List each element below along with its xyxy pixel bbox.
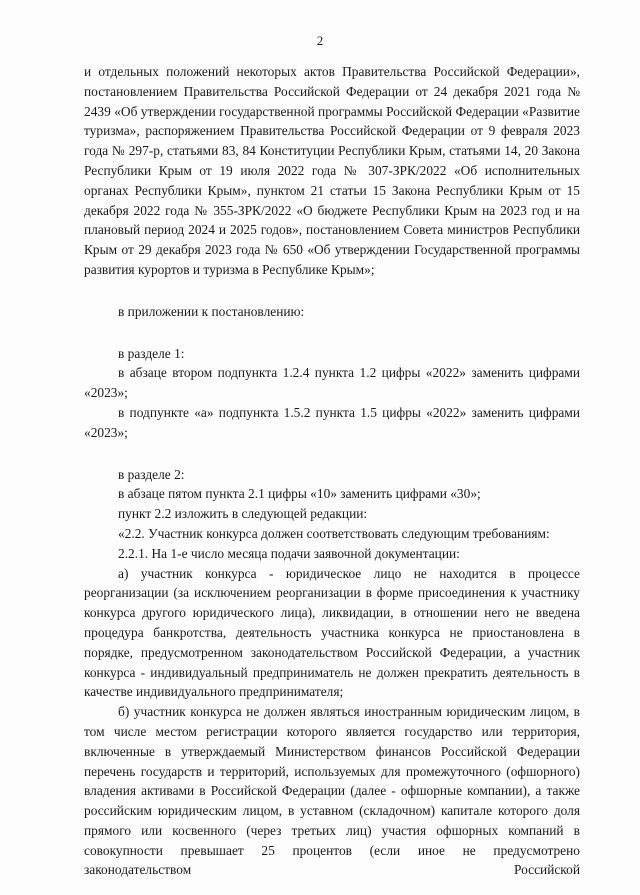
paragraph-section-1-a: в абзаце втором подпункта 1.2.4 пункта 1.2 цифры «2022» заменить цифрами «2023»;: [84, 365, 580, 401]
spacer: [84, 322, 580, 344]
paragraph-section-1: в разделе 1:: [118, 345, 185, 361]
paragraph-appendix: в приложении к постановлению:: [118, 303, 305, 319]
paragraph-2-2-1: 2.2.1. На 1-е число месяца подачи заявочной документации:: [118, 545, 460, 561]
paragraph-section-2-a: в абзаце пятом пункта 2.1 цифры «10» заменить цифрами «30»;: [118, 486, 481, 502]
spacer: [84, 443, 580, 465]
paragraph-item-b: б) участник конкурса не должен являться иностранным юридическим лицом, в том числе местом регистрации которого является государство или территория, включенные в утверждаемый Министерством финансов Российской Федерации перечень государств и территорий, используемых для промежуточного (офшорного) владения активами в Российской Федерации (далее - офшорные компании), а также российским юридическим лицом, в уставном (складочном) капитале которого доля прямого или косвенного (через третьих лиц) участия офшорных компаний в совокупности превышает 25 процентов (если иное не предусмотрено законодательством Российской: [84, 704, 580, 878]
paragraph-section-1-b: в подпункте «а» подпункта 1.5.2 пункта 1.5 цифры «2022» заменить цифрами «2023»;: [84, 404, 580, 440]
paragraph-section-2: в разделе 2:: [118, 466, 185, 482]
paragraph-intro: и отдельных положений некоторых актов Правительства Российской Федерации», постановлением Правительства Российской Федерации от 24 декабря 2021 года № 2439 «Об утверждении государственной программы Российской Федерации «Развитие туризма», распоряжением Правительства Российской Федерации от 9 февраля 2023 года № 297-р, статьями 83, 84 Конституции Республики Крым, статьями 14, 20 Закона Республики Крым от 19 июля 2022 года № 307-ЗРК/2022 «Об исполнительных органах Республики Крым», пунктом 21 статьи 15 Закона Республики Крым от 15 декабря 2022 года № 355-ЗРК/2022 «О бюджете Республики Крым на 2023 год и на плановый период 2024 и 2025 годов», постановлением Совета министров Республики Крым от 29 декабря 2023 года № 650 «Об утверждении Государственной программы развития курортов и туризма в Республике Крым»;: [84, 64, 580, 277]
paragraph-section-2-b: пункт 2.2 изложить в следующей редакции:: [118, 506, 368, 522]
page-number: 2: [316, 33, 324, 48]
paragraph-2-2: «2.2. Участник конкурса должен соответствовать следующим требованиям:: [118, 525, 550, 541]
spacer: [84, 280, 580, 302]
paragraph-item-a: а) участник конкурса - юридическое лицо не находится в процессе реорганизации (за исключением реорганизации в форме присоединения к участнику конкурса другого юридического лица), ликвидации, в отношении него не введена процедура банкротства, деятельность участника конкурса не приостановлена в порядке, предусмотренном законодательством Российской Федерации, а участник конкурса - индивидуальный предприниматель не должен прекратить деятельность в качестве индивидуального предпринимателя;: [84, 565, 580, 700]
document-body: [84, 62, 580, 880]
